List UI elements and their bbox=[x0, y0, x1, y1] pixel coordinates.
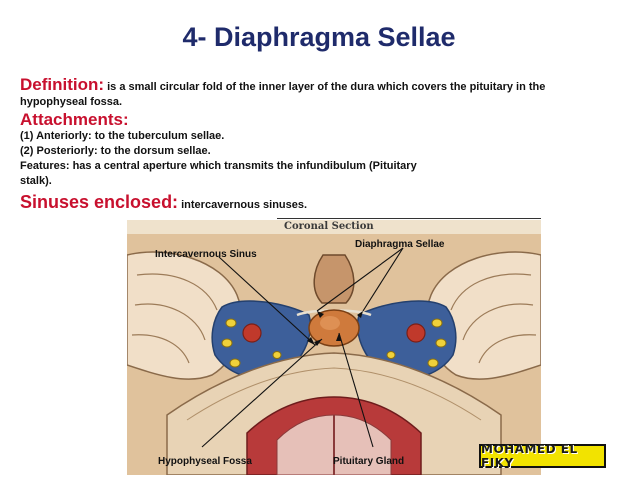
label-diaphragma-sellae: Diaphragma Sellae bbox=[355, 239, 445, 250]
features-text-2: stalk). bbox=[20, 175, 52, 187]
left-carotid-artery bbox=[243, 324, 261, 342]
author-badge: MOHAMED EL FIKY bbox=[479, 444, 606, 468]
definition-heading: Definition: bbox=[20, 75, 105, 94]
sinuses-heading: Sinuses enclosed: bbox=[20, 192, 179, 212]
sinuses-text: intercavernous sinuses. bbox=[178, 199, 308, 211]
definition-line bbox=[20, 77, 620, 95]
label-pituitary-gland: Pituitary Gland bbox=[333, 456, 405, 467]
pituitary-highlight bbox=[320, 316, 340, 330]
definition-text-1: is a small circular fold of the inner layer of the dura which covers the pituitary in the bbox=[104, 81, 546, 93]
slide-body bbox=[20, 77, 620, 213]
attachments-heading: Attachments: bbox=[20, 110, 129, 129]
label-intercavernous-sinus: Intercavernous Sinus bbox=[155, 249, 257, 260]
definition-text-2: hypophyseal fossa. bbox=[20, 96, 123, 108]
features-text-1: Features: has a central aperture which transmits the infundibulum (Pituitary bbox=[20, 160, 417, 172]
infundibulum-stalk bbox=[314, 255, 354, 303]
slide-title: 4- Diaphragma Sellae bbox=[182, 22, 456, 52]
right-carotid-artery bbox=[407, 324, 425, 342]
attachment-item-1: (1) Anteriorly: to the tuberculum sellae. bbox=[20, 130, 225, 142]
figure-caption: Coronal Section bbox=[284, 221, 374, 232]
sinuses-line bbox=[20, 191, 620, 213]
label-hypophyseal-fossa: Hypophyseal Fossa bbox=[158, 456, 252, 467]
attachment-item-2: (2) Posteriorly: to the dorsum sellae. bbox=[20, 145, 211, 157]
